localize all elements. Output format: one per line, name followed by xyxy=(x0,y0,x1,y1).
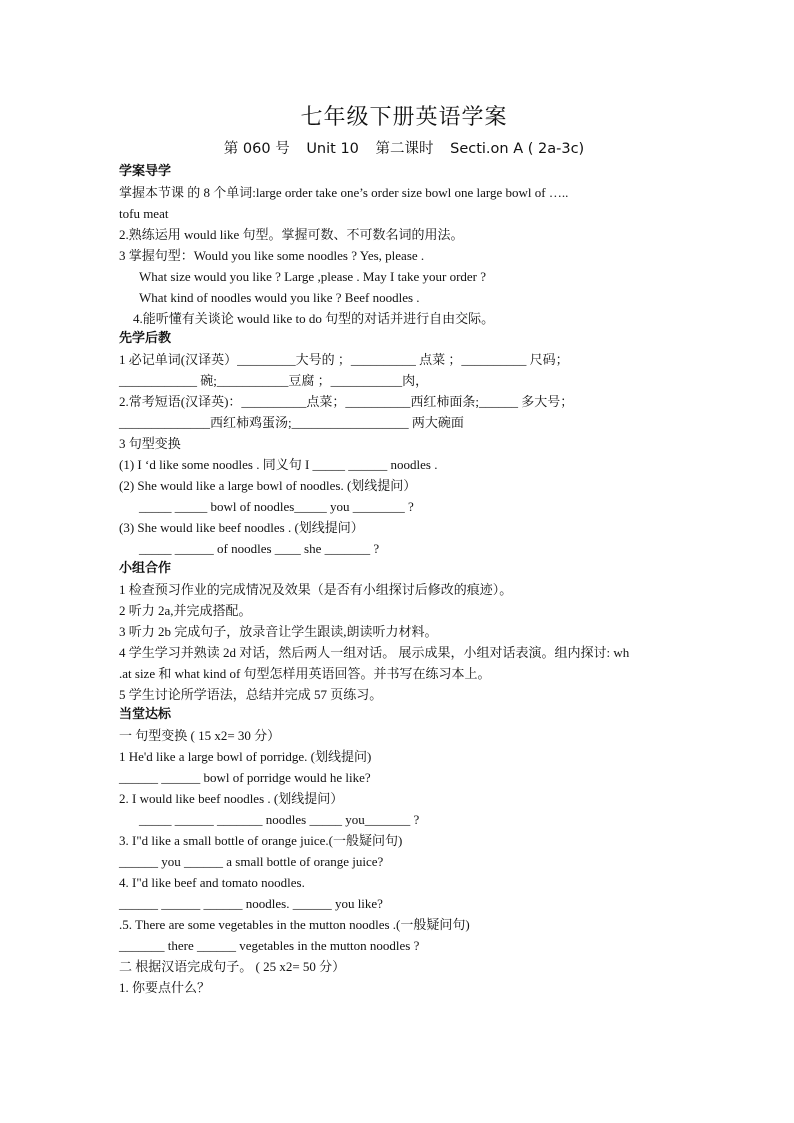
worksheet-page xyxy=(119,104,689,998)
practice-line: _____ ______ _______ noodles _____ you_______ ? xyxy=(139,812,420,827)
lesson-number: 第 060 号 xyxy=(223,141,290,157)
group-heading: 小组合作 xyxy=(119,561,172,576)
practice-line: 1 He'd like a large bowl of porridge. (划线提问) xyxy=(119,749,372,764)
group-line: 5 学生讨论所学语法，总结并完成 57 页练习。 xyxy=(119,687,383,702)
goals-line: What kind of noodles would you like ? Beef noodles . xyxy=(139,290,420,305)
unit-label: Unit 10 xyxy=(306,141,359,157)
preview-line: ______________西红柿鸡蛋汤;__________________ 两大碗面 xyxy=(119,415,464,430)
page-title: 七年级下册英语学案 xyxy=(300,105,508,130)
group-line: 2 听力 2a,并完成搭配。 xyxy=(119,603,252,618)
practice-line: .5. There are some vegetables in the mutton noodles .(一般疑问句) xyxy=(119,917,470,932)
practice-line: ______ you ______ a small bottle of orange juice? xyxy=(119,854,384,869)
preview-line: ____________ 碗;___________豆腐 ；___________肉， xyxy=(119,373,429,388)
preview-line: _____ _____ bowl of noodles_____ you ________ ? xyxy=(139,499,414,514)
practice-line: 一 句型变换 ( 15 x2= 30 分） xyxy=(119,728,281,743)
practice-line: 2. I would like beef noodles . (划线提问） xyxy=(119,791,344,806)
practice-line: ______ ______ ______ noodles. ______ you like? xyxy=(119,896,383,911)
lesson-period: 第二课时 xyxy=(375,141,434,157)
practice-line: 3. I"d like a small bottle of orange juice.(一般疑问句) xyxy=(119,833,403,848)
practice-line: ______ ______ bowl of porridge would he like? xyxy=(119,770,371,785)
practice-heading: 当堂达标 xyxy=(119,707,172,722)
preview-line: (2) She would like a large bowl of noodles. (划线提问） xyxy=(119,478,417,493)
group-line: 3 听力 2b 完成句子，放录音让学生跟读,朗读听力材料。 xyxy=(119,624,438,639)
practice-line: 1. 你要点什么？ xyxy=(119,980,211,995)
goals-line: tofu meat xyxy=(119,206,169,221)
goals-line: 3 掌握句型：Would you like some noodles ? Yes, please . xyxy=(119,248,425,263)
goals-line: 4.能听懂有关谈论 would like to do 句型的对话并进行自由交际。 xyxy=(133,311,495,326)
goals-line: What size would you like ? Large ,please . May I take your order ? xyxy=(139,269,487,284)
practice-line: 4. I"d like beef and tomato noodles. xyxy=(119,875,305,890)
page-subtitle xyxy=(119,138,689,160)
goals-line: 2.熟练运用 would like 句型。掌握可数、不可数名词的用法。 xyxy=(119,227,464,242)
section-label: Secti.on A ( 2a-3c) xyxy=(450,141,585,157)
preview-heading: 先学后教 xyxy=(119,331,172,346)
group-line: 1 检查预习作业的完成情况及效果（是否有小组探讨后修改的痕迹）。 xyxy=(119,582,513,597)
preview-line: _____ ______ of noodles ____ she _______ ? xyxy=(139,541,380,556)
goals-line: 掌握本节课 的 8 个单词:large order take one’s order size bowl one large bowl of ….. xyxy=(119,185,569,200)
preview-line: (1) I ‘d like some noodles . 同义句 I _____ ______ noodles . xyxy=(119,457,438,472)
practice-line: 二 根据汉语完成句子。 ( 25 x2= 50 分） xyxy=(119,959,346,974)
goals-heading: 学案导学 xyxy=(119,164,172,179)
practice-line: _______ there ______ vegetables in the mutton noodles ? xyxy=(119,938,420,953)
group-line: 4 学生学习并熟读 2d 对话，然后两人一组对话。 展示成果，小组对话表演。组内探讨: wh xyxy=(119,645,630,660)
group-line: .at size 和 what kind of 句型怎样用英语回答。并书写在练习本上。 xyxy=(119,666,491,681)
preview-line: 3 句型变换 xyxy=(119,436,181,451)
preview-line: (3) She would like beef noodles . (划线提问） xyxy=(119,520,364,535)
preview-line: 1 必记单词(汉译英）_________大号的 ；__________ 点菜 ；__________ 尺码； xyxy=(119,352,569,367)
preview-line: 2.常考短语(汉译英)：__________点菜；__________西红柿面条;______ 多大号； xyxy=(119,394,574,409)
